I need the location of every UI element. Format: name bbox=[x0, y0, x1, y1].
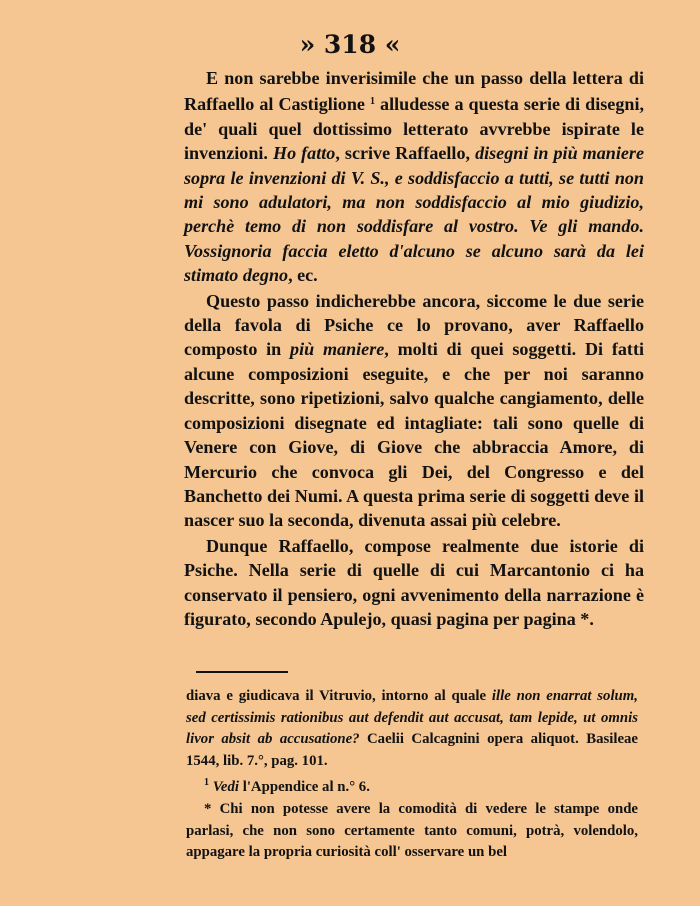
latin-quote: ille non enarrat solum, sed certissimis rationibus aut defendit aut accusat, tam lepide, ut omnis livor absit ab accusatione? bbox=[186, 688, 638, 748]
footnote-continuation: diava e giudicava il Vitruvio, intorno al quale ille non enarrat solum, sed certissimis rationibus aut defendit aut accusat, tam lepide, ut omnis livor absit ab accusatione? Caelii Calcagnini opera aliquot. Basileae 1544, lib. 7.°, pag. 101. bbox=[186, 688, 638, 769]
footnote-1: $^1$ Vedi l'Appendice al n.° 6. bbox=[204, 777, 370, 796]
paragraph-3: Dunque Raffaello, compose realmente due istorie di Psiche. Nella serie di quelle di cui Marcantonio ci ha conservato il pensiero, ogni avvenimento della narrazione è figurato, secondo Apulejo, quasi pagina per pagina *. bbox=[184, 535, 644, 629]
footnote-mark-star: * bbox=[204, 800, 212, 817]
quote-body: disegni in più maniere sopra le invenzioni di V. S., e soddisfaccio a tutti, se tutti non mi sono adulatori, ma non soddisfaccio al mio giudizio, perchè temo di non soddisfare al vostro. Ve gli mando. Vossignoria faccia eletto d'alcuno se alcuno sarà da lei stimato degno bbox=[184, 143, 644, 286]
paragraph-2: Questo passo indicherebbe ancora, siccome le due serie della favola di Psiche ce lo provano, aver Raffaello composto in più maniere, molti di quei soggetti. Di fatti alcune composizioni eseguite, e che per noi saranno descritte, sono ripetizioni, salvo qualche cangiamento, delle composizioni disegnate ed intagliate: tali sono quelle di Venere con Giove, di Giove che abbraccia Amore, di Mercurio che convoca gli Dei, del Congresso e del Banchetto dei Numi. A questa prima serie di soggetti deve il nascer suo la seconda, divenuta assai più celebre. bbox=[184, 290, 644, 531]
paragraph-1: E non sarebbe inverisimile che un passo della lettera di Raffaello al Castiglione $^1$ alludesse a questa serie di disegni, de' quali quel dottissimo letterato avvrebbe ispirate le invenzioni. Ho fatto, scrive Raffaello, disegni in più maniere sopra le invenzioni di V. S., e soddisfaccio a tutti, se tutti non mi sono adulatori, ma non soddisfaccio al mio giudizio, perchè temo di non soddisfare al vostro. Ve gli mando. Vossignoria faccia eletto d'alcuno se alcuno sarà da lei stimato degno, ec. bbox=[184, 68, 644, 286]
footnote-mark-1: 1 bbox=[204, 777, 209, 789]
page-number: » 318 « bbox=[299, 30, 401, 59]
quote-start: Ho fatto bbox=[273, 143, 336, 164]
footnote-ref-1: 1 bbox=[370, 96, 375, 108]
emphasis: più maniere bbox=[290, 339, 385, 360]
footnotes bbox=[186, 686, 638, 864]
footnote-divider bbox=[196, 671, 288, 673]
main-text bbox=[184, 66, 644, 631]
footnote-star: * Chi non potesse avere la comodità di vedere le stampe onde parlasi, che non sono certamente tanto comuni, potrà, volendolo, appagare la propria curiosità coll' osservare un bel bbox=[186, 800, 638, 861]
